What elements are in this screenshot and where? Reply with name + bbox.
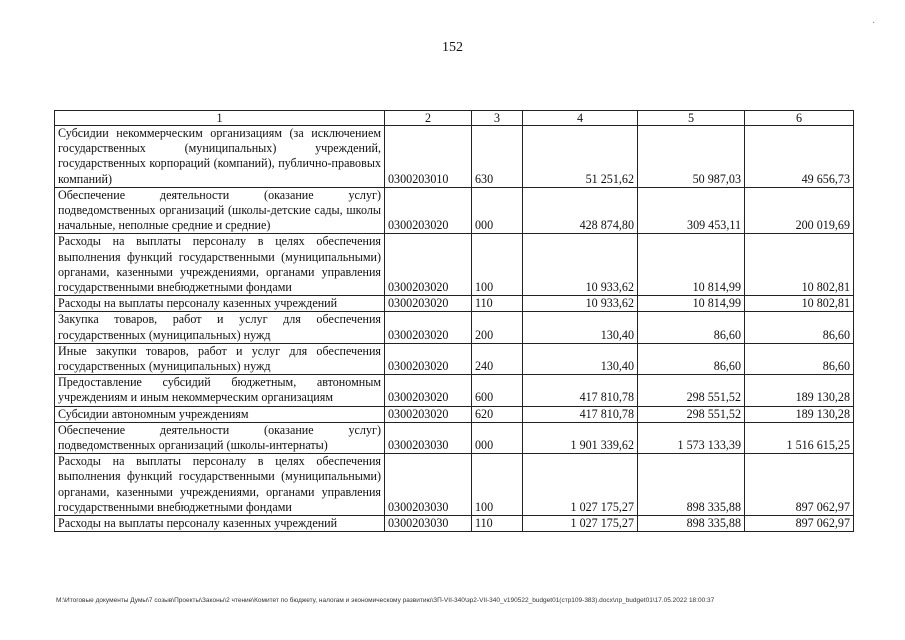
column-header: 1 [55,111,385,126]
expense-name: Расходы на выплаты персоналу в целях обеспечения выполнения функций государственными (муниципальными) органами, казенными учреждениями, органами управления государственными внебюджетными фондами [55,454,385,516]
corner-mark: · [872,18,876,29]
amount-col-4: 130,40 [523,312,638,343]
table-row [55,126,854,188]
amount-col-6: 189 130,28 [745,406,854,422]
amount-col-4: 1 901 339,62 [523,422,638,453]
amount-col-4: 130,40 [523,343,638,374]
column-header: 2 [385,111,472,126]
amount-col-5: 298 551,52 [638,375,745,406]
page-number: 152 [442,40,463,55]
amount-col-4: 10 933,62 [523,234,638,296]
expense-type: 100 [472,234,523,296]
table-header-row [55,111,854,126]
amount-col-6: 86,60 [745,312,854,343]
expense-type: 000 [472,187,523,234]
expense-name: Субсидии автономным учреждениям [55,406,385,422]
amount-col-5: 10 814,99 [638,296,745,312]
expense-name: Иные закупки товаров, работ и услуг для обеспечения государственных (муниципальных) нужд [55,343,385,374]
amount-col-5: 86,60 [638,312,745,343]
amount-col-6: 10 802,81 [745,296,854,312]
table-row [55,422,854,453]
target-code: 0300203020 [385,312,472,343]
target-code: 0300203030 [385,422,472,453]
expense-type: 110 [472,516,523,532]
amount-col-4: 428 874,80 [523,187,638,234]
column-header: 5 [638,111,745,126]
amount-col-5: 298 551,52 [638,406,745,422]
amount-col-4: 417 810,78 [523,375,638,406]
amount-col-6: 10 802,81 [745,234,854,296]
expense-name: Расходы на выплаты персоналу в целях обеспечения выполнения функций государственными (муниципальными) органами, казенными учреждениями, органами управления государственными внебюджетными фондами [55,234,385,296]
amount-col-5: 10 814,99 [638,234,745,296]
target-code: 0300203020 [385,234,472,296]
table-row [55,375,854,406]
target-code: 0300203020 [385,296,472,312]
target-code: 0300203020 [385,406,472,422]
expense-name: Обеспечение деятельности (оказание услуг) подведомственных организаций (школы-интернаты) [55,422,385,453]
amount-col-4: 417 810,78 [523,406,638,422]
expense-type: 110 [472,296,523,312]
amount-col-4: 10 933,62 [523,296,638,312]
expense-type: 000 [472,422,523,453]
target-code: 0300203020 [385,343,472,374]
amount-col-6: 49 656,73 [745,126,854,188]
expense-type: 600 [472,375,523,406]
expense-type: 240 [472,343,523,374]
footer-file-path: M:\Итоговые документы Думы\7 созыв\Проекты\Законы\2 чтение\Комитет по бюджету, налогам и экономическому развитию\ЗП-VII-340\зр2-VII-340_v190522_budget01(стр109-383).docx\лр_budget01\17.05.2022 18:00:37 [56,597,715,604]
table-row [55,343,854,374]
expense-type: 620 [472,406,523,422]
budget-table [54,110,854,532]
expense-type: 200 [472,312,523,343]
amount-col-5: 309 453,11 [638,187,745,234]
table-row [55,454,854,516]
amount-col-5: 898 335,88 [638,454,745,516]
target-code: 0300203020 [385,375,472,406]
expense-name: Обеспечение деятельности (оказание услуг) подведомственных организаций (школы-детские сады, школы начальные, неполные средние и средние) [55,187,385,234]
target-code: 0300203030 [385,454,472,516]
target-code: 0300203020 [385,187,472,234]
target-code: 0300203010 [385,126,472,188]
amount-col-6: 189 130,28 [745,375,854,406]
amount-col-6: 1 516 615,25 [745,422,854,453]
expense-name: Расходы на выплаты персоналу казенных учреждений [55,516,385,532]
table-row [55,234,854,296]
amount-col-5: 898 335,88 [638,516,745,532]
amount-col-5: 86,60 [638,343,745,374]
table-row [55,187,854,234]
table-row [55,312,854,343]
amount-col-6: 897 062,97 [745,516,854,532]
amount-col-4: 51 251,62 [523,126,638,188]
table-row [55,296,854,312]
expense-name: Закупка товаров, работ и услуг для обеспечения государственных (муниципальных) нужд [55,312,385,343]
expense-name: Субсидии некоммерческим организациям (за исключением государственных (муниципальных) учреждений, государственных корпораций (компаний), публично-правовых компаний) [55,126,385,188]
expense-name: Расходы на выплаты персоналу казенных учреждений [55,296,385,312]
amount-col-6: 897 062,97 [745,454,854,516]
table-row [55,516,854,532]
amount-col-5: 50 987,03 [638,126,745,188]
expense-type: 630 [472,126,523,188]
table-row [55,406,854,422]
expense-type: 100 [472,454,523,516]
column-header: 6 [745,111,854,126]
amount-col-4: 1 027 175,27 [523,516,638,532]
amount-col-6: 86,60 [745,343,854,374]
amount-col-4: 1 027 175,27 [523,454,638,516]
expense-name: Предоставление субсидий бюджетным, автономным учреждениям и иным некоммерческим организациям [55,375,385,406]
column-header: 3 [472,111,523,126]
column-header: 4 [523,111,638,126]
amount-col-5: 1 573 133,39 [638,422,745,453]
target-code: 0300203030 [385,516,472,532]
amount-col-6: 200 019,69 [745,187,854,234]
